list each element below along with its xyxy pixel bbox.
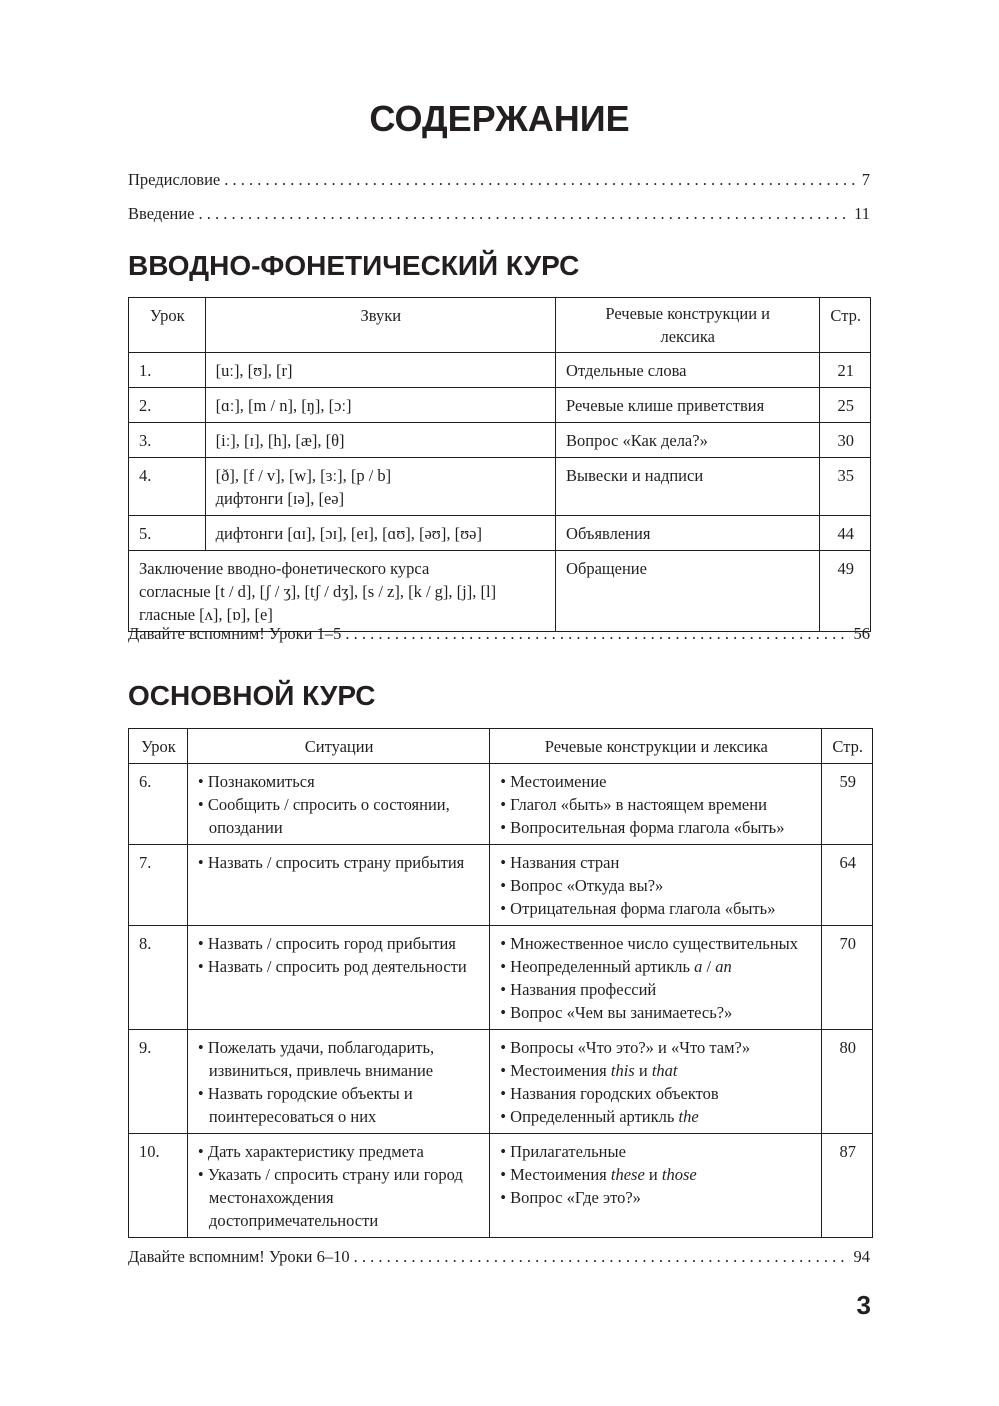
table-row (129, 388, 871, 423)
speech-text: Местоимения (510, 1165, 611, 1184)
speech-item (500, 851, 812, 874)
italic-term: a (694, 957, 703, 976)
speech-topic: Вопрос «Как дела?» (566, 431, 708, 450)
lesson-number: 1. (139, 361, 152, 380)
speech-text: Прилагательные (510, 1142, 626, 1161)
speech-item (500, 955, 812, 978)
table-row (129, 458, 871, 516)
speech-topic: Вывески и надписи (566, 466, 704, 485)
sounds-line: дифтонги [ɑɪ], [ɔɪ], [eɪ], [ɑʊ], [əʊ], [ʊə] (215, 524, 482, 543)
toc-page: 94 (853, 1247, 870, 1266)
leader-dots (345, 624, 849, 644)
speech-topic: Отдельные слова (566, 361, 687, 380)
speech-text: Определенный артикль (510, 1107, 679, 1126)
toc-entry-preface[interactable] (128, 170, 870, 190)
page-ref: 80 (839, 1038, 856, 1057)
speech-item (500, 1105, 812, 1128)
lesson-number: 7. (139, 853, 152, 872)
page-ref: 35 (837, 466, 854, 485)
speech-item (500, 1186, 812, 1209)
speech-item (500, 1001, 812, 1024)
toc-page: 7 (861, 170, 870, 189)
italic-term: the (678, 1107, 699, 1126)
header-sounds: Звуки (205, 298, 555, 353)
italic-term: those (661, 1165, 697, 1184)
italic-term: these (610, 1165, 645, 1184)
page-ref: 59 (839, 772, 856, 791)
header-situations: Ситуации (187, 729, 489, 764)
toc-label: Введение (128, 204, 195, 223)
situation-item: • Назвать городские объекты и поинтересоваться о них (198, 1082, 480, 1128)
page-ref: 49 (837, 559, 854, 578)
speech-topic: Обращение (566, 559, 647, 578)
sounds-line: [ð], [f / v], [w], [ɜː], [p / b] (215, 466, 392, 485)
toc-label: Давайте вспомним! Уроки 6–10 (128, 1247, 350, 1266)
speech-item (500, 770, 812, 793)
speech-text: и (644, 1165, 662, 1184)
speech-text: Вопросительная форма глагола «быть» (510, 818, 785, 837)
speech-item (500, 816, 812, 839)
lesson-number: 2. (139, 396, 152, 415)
speech-text: Глагол «быть» в настоящем времени (510, 795, 767, 814)
speech-item (500, 1082, 812, 1105)
speech-item (500, 1036, 812, 1059)
page-ref: 25 (837, 396, 854, 415)
leader-dots (224, 170, 858, 190)
header-page: Стр. (820, 298, 871, 353)
situation-item: • Назвать / спросить страну прибытия (198, 851, 480, 874)
situation-item: • Указать / спросить страну или город местонахождения достопримечательности (198, 1163, 480, 1232)
speech-text: и (634, 1061, 652, 1080)
lesson-number: 4. (139, 466, 152, 485)
speech-text: Вопрос «Откуда вы?» (510, 876, 664, 895)
speech-item (500, 897, 812, 920)
toc-entry-review-1-5[interactable] (128, 624, 870, 644)
page-ref: 21 (837, 361, 854, 380)
sounds-line: [ɑː], [m / n], [ŋ], [ɔː] (215, 396, 352, 415)
speech-text: Местоимения (510, 1061, 611, 1080)
table-row (129, 764, 873, 845)
page-title: СОДЕРЖАНИЕ (369, 98, 630, 139)
speech-item (500, 1140, 812, 1163)
speech-text: Неопределенный артикль (510, 957, 695, 976)
situation-item: • Познакомиться (198, 770, 480, 793)
toc-page: 11 (854, 204, 870, 223)
lesson-number: 6. (139, 772, 152, 791)
speech-text: Множественное число существительных (510, 934, 798, 953)
leader-dots (199, 204, 851, 224)
phonetic-course-table (128, 297, 871, 632)
table-row (129, 926, 873, 1030)
speech-item (500, 1059, 812, 1082)
header-page: Стр. (822, 729, 873, 764)
speech-text: Вопрос «Где это?» (510, 1188, 641, 1207)
conclusion-line: Заключение вводно-фонетического курса (139, 559, 430, 578)
conclusion-line: согласные [t / d], [ʃ / ʒ], [tʃ / dʒ], [s / z], [k / g], [j], [l] (139, 582, 497, 601)
situation-item: • Назвать / спросить город прибытия (198, 932, 480, 955)
header-lesson: Урок (129, 298, 206, 353)
speech-text: Вопрос «Чем вы занимаетесь?» (510, 1003, 733, 1022)
situation-item: • Назвать / спросить род деятельности (198, 955, 480, 978)
table-row (129, 1030, 873, 1134)
sounds-line: [uː], [ʊ], [r] (215, 361, 293, 380)
speech-topic: Объявления (566, 524, 651, 543)
table-row-conclusion (129, 551, 871, 632)
page-ref: 64 (839, 853, 856, 872)
toc-page: 56 (853, 624, 870, 643)
speech-text: Названия городских объектов (510, 1084, 719, 1103)
lesson-number: 9. (139, 1038, 152, 1057)
header-lesson: Урок (129, 729, 188, 764)
italic-term: that (651, 1061, 678, 1080)
speech-topic: Речевые клише приветствия (566, 396, 765, 415)
table-row (129, 423, 871, 458)
page-ref: 70 (839, 934, 856, 953)
situation-item: • Дать характеристику предмета (198, 1140, 480, 1163)
header-speech: Речевые конструкции и лексика (490, 729, 822, 764)
page-number: 3 (856, 1290, 871, 1320)
lesson-number: 3. (139, 431, 152, 450)
speech-text: Вопросы «Что это?» и «Что там?» (510, 1038, 751, 1057)
leader-dots (354, 1247, 850, 1267)
page-ref: 44 (837, 524, 854, 543)
toc-label: Давайте вспомним! Уроки 1–5 (128, 624, 342, 643)
lesson-number: 5. (139, 524, 152, 543)
sounds-line: [iː], [ɪ], [h], [æ], [θ] (215, 431, 345, 450)
table-row (129, 516, 871, 551)
speech-item (500, 793, 812, 816)
conclusion-line: гласные [ʌ], [ɒ], [e] (139, 605, 273, 624)
section-title-main: ОСНОВНОЙ КУРС (128, 680, 376, 711)
header-speech: Речевые конструкции и лексика (556, 298, 820, 353)
speech-text: Местоимение (510, 772, 607, 791)
speech-item (500, 1163, 812, 1186)
speech-text: Отрицательная форма глагола «быть» (510, 899, 776, 918)
lesson-number: 8. (139, 934, 152, 953)
speech-item (500, 978, 812, 1001)
speech-item (500, 874, 812, 897)
table-row (129, 845, 873, 926)
page-ref: 87 (839, 1142, 856, 1161)
page-ref: 30 (837, 431, 854, 450)
italic-term: an (715, 957, 732, 976)
section-title-phonetic: ВВОДНО-ФОНЕТИЧЕСКИЙ КУРС (128, 250, 580, 281)
speech-text: Названия профессий (510, 980, 657, 999)
table-row (129, 1134, 873, 1238)
speech-text: Названия стран (510, 853, 620, 872)
lesson-number: 10. (139, 1142, 160, 1161)
speech-text: / (702, 957, 716, 976)
table-row (129, 353, 871, 388)
situation-item: • Пожелать удачи, поблагодарить, извиниться, привлечь внимание (198, 1036, 480, 1082)
sounds-line: дифтонги [ɪə], [eə] (215, 489, 345, 508)
italic-term: this (610, 1061, 635, 1080)
speech-item (500, 932, 812, 955)
situation-item: • Сообщить / спросить о состоянии, опоздании (198, 793, 480, 839)
toc-entry-introduction[interactable] (128, 204, 870, 224)
toc-entry-review-6-10[interactable] (128, 1247, 870, 1267)
main-course-table (128, 728, 873, 1238)
toc-label: Предисловие (128, 170, 221, 189)
